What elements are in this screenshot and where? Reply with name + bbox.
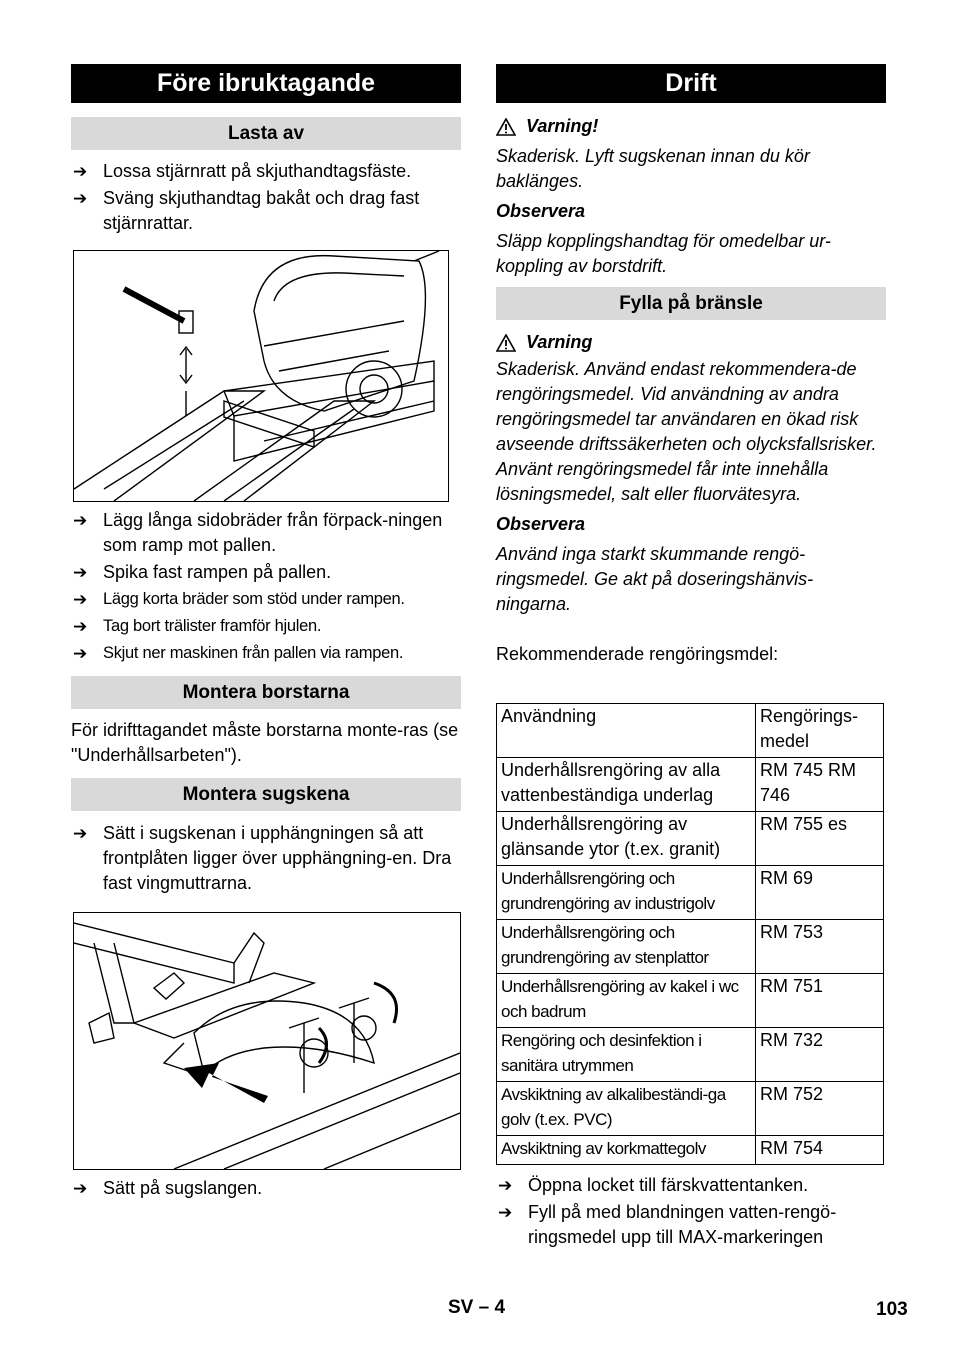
arrow-right-icon: ➔	[73, 189, 88, 208]
table-cell: RM 745 RM 746	[756, 758, 884, 812]
note-2-label: Observera	[496, 514, 586, 534]
montera-sugskena-steps-a	[71, 821, 461, 896]
table-row	[497, 1082, 884, 1136]
step-item: ➔ Tag bort trälister framför hjulen.	[71, 614, 461, 639]
table-cell: Underhållsrengöring och grundrengöring av stenplattor	[497, 920, 756, 974]
table-cell: RM 753	[756, 920, 884, 974]
arrow-right-icon: ➔	[498, 1203, 513, 1222]
table-cell: Underhållsrengöring av glänsande ytor (t.ex. granit)	[497, 812, 756, 866]
left-column	[71, 64, 461, 1203]
step-item: ➔ Sätt på sugslangen.	[71, 1176, 461, 1201]
montera-sugskena-steps-b	[71, 1176, 461, 1201]
arrow-right-icon: ➔	[498, 1176, 513, 1195]
step-item: ➔ Öppna locket till färskvattentanken.	[496, 1173, 886, 1198]
fylla-steps	[496, 1173, 886, 1250]
heading-fylla-pa-bransle: Fylla på bränsle	[496, 287, 886, 320]
section-title-drift: Drift	[496, 64, 886, 103]
table-cell: RM 755 es	[756, 812, 884, 866]
lasta-av-steps-b	[71, 508, 461, 666]
lasta-av-steps-a	[71, 159, 461, 236]
table-cell: RM 69	[756, 866, 884, 920]
montera-borstarna-text: För idrifttagandet måste borstarna monte-ras (se "Underhållsarbeten").	[71, 720, 459, 765]
step-item: ➔ Spika fast rampen på pallen.	[71, 560, 461, 585]
arrow-right-icon: ➔	[73, 824, 88, 843]
heading-lasta-av: Lasta av	[71, 117, 461, 150]
table-row	[497, 812, 884, 866]
unloading-illustration	[73, 250, 449, 502]
table-cell: Avskiktning av alkalibeständi-ga golv (t.ex. PVC)	[497, 1082, 756, 1136]
table-cell: Avskiktning av korkmattegolv	[497, 1136, 756, 1165]
table-row	[497, 974, 884, 1028]
step-item: ➔ Lägg korta bräder som stöd under rampen.	[71, 587, 461, 612]
table-cell: Rengöring och desinfektion i sanitära utrymmen	[497, 1028, 756, 1082]
heading-montera-borstarna: Montera borstarna	[71, 676, 461, 709]
squeegee-illustration	[73, 912, 461, 1170]
heading-montera-sugskena: Montera sugskena	[71, 778, 461, 811]
table-row	[497, 866, 884, 920]
table-header-row	[497, 704, 884, 758]
table-header-cell: Rengörings-medel	[756, 704, 884, 758]
table-cell: Underhållsrengöring och grundrengöring av industrigolv	[497, 866, 756, 920]
note-2-text: Använd inga starkt skummande rengö-ringsmedel. Ge akt på doseringshänvis-ningarna.	[496, 544, 814, 614]
arrow-right-icon: ➔	[73, 563, 88, 582]
table-cell: RM 751	[756, 974, 884, 1028]
arrow-right-icon: ➔	[73, 511, 88, 530]
warning-triangle-icon	[496, 118, 516, 136]
step-item: ➔ Lossa stjärnratt på skjuthandtagsfäste.	[71, 159, 461, 184]
warning-2-text: Skaderisk. Använd endast rekommendera-de rengöringsmedel. Vid användning av andra rengöringsmedel tar användaren en ökad risk avseende driftssäkerheten och olycksfallsrisker. Använt rengöringsmedel får inte innehålla lösningsmedel, salt eller fluorvätesyra.	[496, 359, 877, 504]
note-1-text: Släpp kopplingshandtag för omedelbar ur-koppling av borstdrift.	[496, 231, 831, 276]
warning-1-text: Skaderisk. Lyft sugskenan innan du kör baklänges.	[496, 146, 810, 191]
cleaning-agents-table	[496, 703, 884, 1165]
footer-language: SV – 4	[448, 1297, 506, 1318]
warning-triangle-icon	[496, 334, 516, 352]
table-cell: RM 752	[756, 1082, 884, 1136]
table-cell: RM 754	[756, 1136, 884, 1165]
warning-2: Varning	[496, 330, 886, 355]
step-item: ➔ Skjut ner maskinen från pallen via rampen.	[71, 641, 461, 666]
table-cell: Underhållsrengöring av kakel i wc och badrum	[497, 974, 756, 1028]
table-cell: Underhållsrengöring av alla vattenbeständiga underlag	[497, 758, 756, 812]
right-column	[496, 64, 886, 1252]
arrow-right-icon: ➔	[73, 1179, 88, 1198]
table-row	[497, 1028, 884, 1082]
table-row	[497, 1136, 884, 1165]
page-number: 103	[876, 1299, 908, 1320]
arrow-right-icon: ➔	[73, 162, 88, 181]
table-row	[497, 920, 884, 974]
note-1-label: Observera	[496, 201, 586, 221]
arrow-right-icon: ➔	[73, 617, 87, 636]
step-item: ➔ Fyll på med blandningen vatten-rengö-ringsmedel upp till MAX-markeringen	[498, 1202, 837, 1247]
section-title-fore-ibruktagande: Före ibruktagande	[71, 64, 461, 103]
step-item: ➔ Lägg långa sidobräder från förpack-ningen som ramp mot pallen.	[73, 510, 443, 555]
recommended-label: Rekommenderade rengöringsmdel:	[496, 644, 779, 664]
arrow-right-icon: ➔	[73, 590, 87, 609]
warning-1: Varning!	[496, 114, 886, 139]
step-item: ➔ Sätt i sugskenan i upphängningen så att frontplåten ligger över upphängning-en. Dra fast vingmuttrarna.	[73, 823, 452, 893]
table-cell: RM 732	[756, 1028, 884, 1082]
table-row	[497, 758, 884, 812]
step-item: ➔ Sväng skjuthandtag bakåt och drag fast stjärnrattar.	[73, 188, 420, 233]
arrow-right-icon: ➔	[73, 644, 87, 663]
table-header-cell: Användning	[497, 704, 756, 758]
